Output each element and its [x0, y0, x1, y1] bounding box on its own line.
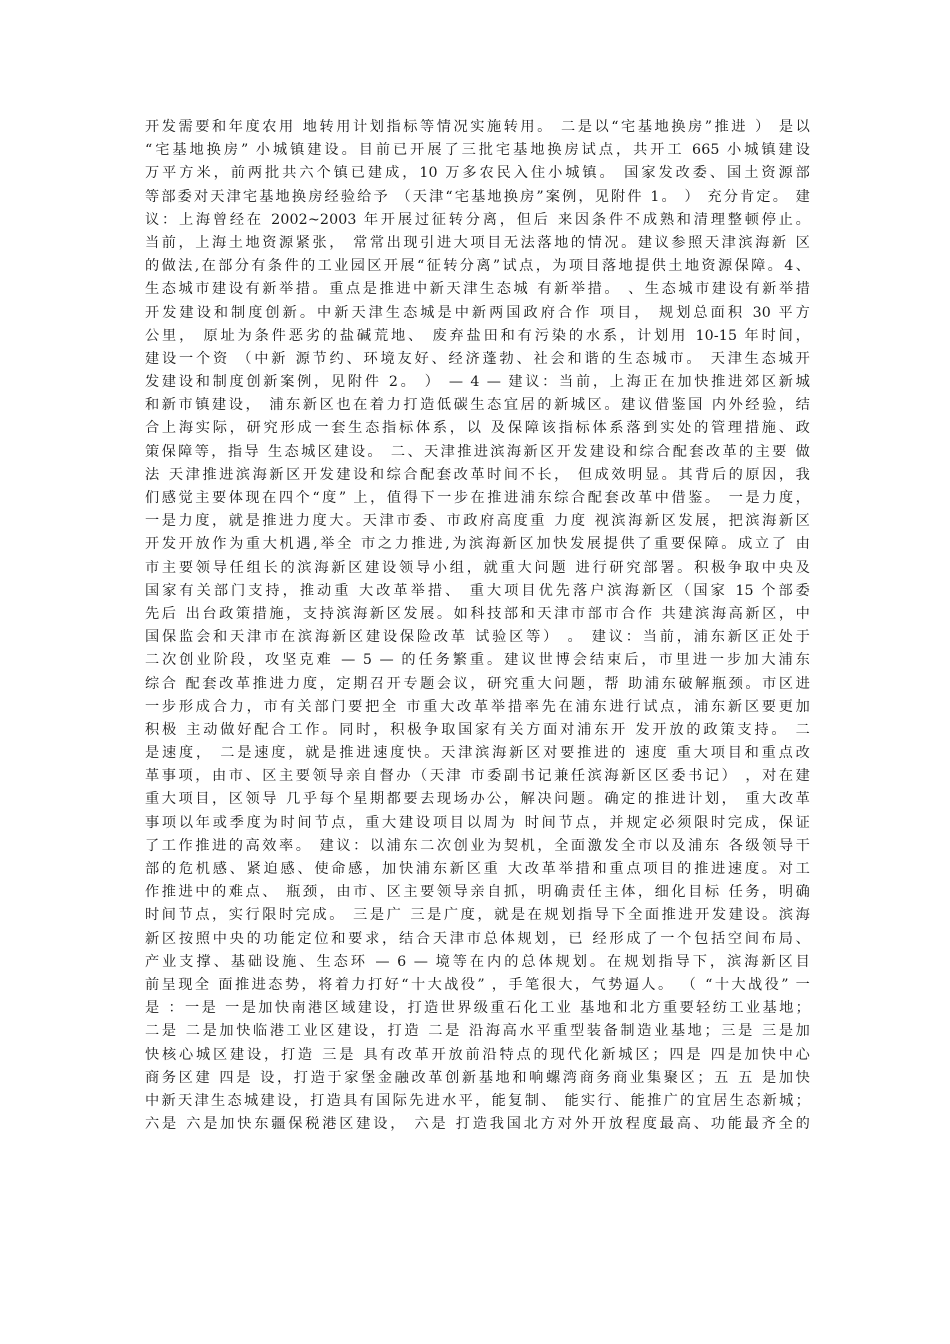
text-line: 等部委对天津宅基地换房经验给予 （天津“宅基地换房”案例，见附件 1。 ） 充分肯定。 建 — [145, 188, 810, 205]
text-line: 产业支撑、基础设施、生态环 — 6 — 境等在内的总体规划。在规划指导下，滨海新区目 — [145, 953, 810, 970]
text-line: 一是力度，就是推进力度大。天津市委、市政府高度重 力度 视滨海新区发展，把滨海新区 — [145, 513, 810, 530]
text-line: 时间节点，实行限时完成。 三是广 三是广度，就是在规划指导下全面推进开发建设。滨海 — [145, 907, 810, 924]
text-line: 公里， 原址为条件恶劣的盐碱荒地、 废弃盐田和有污染的水系，计划用 10-15 年时间， — [145, 327, 810, 344]
text-line: 开发建设和制度创新。中新天津生态城是中新两国政府合作 项目， 规划总面积 30 平方 — [145, 304, 810, 321]
text-line: 新区按照中央的功能定位和要求，结合天津市总体规划，已 经形成了一个包括空间布局、 — [145, 930, 810, 947]
text-line: 是 ：一是 一是加快南港区域建设，打造世界级重石化工业 基地和北方重要轻纺工业基地； — [145, 1000, 810, 1017]
text-line: 六是 六是加快东疆保税港区建设， 六是 打造我国北方对外开放程度最高、功能最齐全的 — [145, 1116, 810, 1133]
text-line: 法 天津推进滨海新区开发建设和综合配套改革时间不长， 但成效明显。其背后的原因，我 — [145, 466, 810, 483]
text-line: “宅基地换房” 小城镇建设。目前已开展了三批宅基地换房试点，共开工 665 小城镇建设 — [145, 142, 810, 159]
text-line: 和新市镇建设， 浦东新区也在着力打造低碳生态宜居的新城区。建议借鉴国 内外经验，结 — [145, 397, 810, 414]
text-line: 事项以年或季度为时间节点，重大建设项目以周为 时间节点，并规定必须限时完成，保证 — [145, 814, 810, 831]
text-line: 二是 二是加快临港工业区建设，打造 二是 沿海高水平重型装备制造业基地；三是 三是加 — [145, 1023, 810, 1040]
text-line: 先后 出台政策措施，支持滨海新区发展。如科技部和天津市部市合作 共建滨海高新区，中 — [145, 605, 810, 622]
text-line: 合上海实际，研究形成一套生态指标体系，以 及保障该指标体系落到实处的管理措施、政 — [145, 420, 810, 437]
text-line: 革事项，由市、区主要领导亲自督办（天津 市委副书记兼任滨海新区区委书记） ，对在建 — [145, 768, 810, 785]
text-line: 中新天津生态城建设，打造具有国际先进水平，能复制、 能实行、能推广的宜居生态新城； — [145, 1092, 810, 1109]
text-line: 策保障等，指导 生态城区建设。 二、天津推进滨海新区开发建设和综合配套改革的主要 做 — [145, 443, 810, 460]
text-line: 国保监会和天津市在滨海新区建设保险改革 试验区等） 。 建议：当前，浦东新区正处于 — [145, 629, 810, 646]
text-line: 开发开放作为重大机遇,举全 市之力推进,为滨海新区加快发展提供了重要保障。成立了 由 — [145, 536, 810, 553]
text-line: 前呈现全 面推进态势，将着力打好“十大战役” ，手笔很大，气势逼人。 （ “十大战役” 一 — [145, 976, 810, 993]
text-line: 的做法,在部分有条件的工业园区开展“征转分离”试点，为项目落地提供土地资源保障。4、 — [145, 258, 810, 275]
text-line: 是速度， 二是速度，就是推进速度快。天津滨海新区对要推进的 速度 重大项目和重点改 — [145, 745, 810, 762]
text-line: 综合 配套改革推进力度，定期召开专题会议，研究重大问题，帮 助浦东破解瓶颈。市区进 — [145, 675, 810, 692]
text-line: 积极 主动做好配合工作。同时，积极争取国家有关方面对浦东开 发开放的政策支持。 二 — [145, 721, 810, 738]
text-line: 了工作推进的高效率。 建议：以浦东二次创业为契机，全面激发全市以及浦东 各级领导干 — [145, 837, 810, 854]
text-line: 国家有关部门支持，推动重 大改革举措、 重大项目优先落户滨海新区（国家 15 个部委 — [145, 582, 810, 599]
text-line: 快核心城区建设，打造 三是 具有改革开放前沿特点的现代化新城区；四是 四是加快中心 — [145, 1046, 810, 1063]
text-line: 生态城市建设有新举措。重点是推进中新天津生态城 有新举措。 、生态城市建设有新举措 — [145, 281, 810, 298]
text-line: 部的危机感、紧迫感、使命感，加快浦东新区重 大改革举措和重点项目的推进速度。对工 — [145, 861, 810, 877]
text-line: 二次创业阶段，攻坚克难 — 5 — 的任务繁重。建议世博会结束后，市里进一步加大浦东 — [145, 652, 810, 669]
body-text — [145, 116, 810, 1136]
text-line: 市主要领导任组长的滨海新区建设领导小组，就重大问题 进行研究部署。积极争取中央及 — [145, 559, 810, 576]
text-line: 当前，上海土地资源紧张， 常常出现引进大项目无法落地的情况。建议参照天津滨海新 区 — [145, 234, 810, 251]
text-line: 万平方米，前两批共六个镇已建成，10 万多农民入住小城镇。 国家发改委、国土资源部 — [145, 165, 810, 182]
text-line: 建设一个资 （中新 源节约、环境友好、经济蓬勃、社会和谐的生态城市。 天津生态城开 — [145, 350, 810, 367]
text-line: 作推进中的难点、 瓶颈，由市、区主要领导亲自抓，明确责任主体，细化目标 任务，明确 — [145, 884, 810, 901]
text-line: 们感觉主要体现在四个“度” 上，值得下一步在推进浦东综合配套改革中借鉴。 一是力度， — [145, 490, 810, 506]
text-line: 发建设和制度创新案例，见附件 2。 ） — 4 — 建议：当前，上海正在加快推进郊区新城 — [145, 374, 810, 391]
text-line: 商务区建 四是 设，打造于家堡金融改革创新基地和响螺湾商务商业集聚区；五 五 是加快 — [145, 1069, 810, 1086]
text-line: 一步形成合力，市有关部门要把全 市重大改革举措率先在浦东进行试点，浦东新区要更加 — [145, 698, 810, 715]
text-line: 开发需要和年度农用 地转用计划指标等情况实施转用。 二是以“宅基地换房”推进 ） 是以 — [145, 119, 810, 135]
text-line: 重大项目，区领导 几乎每个星期都要去现场办公，解决问题。确定的推进计划， 重大改革 — [145, 791, 810, 808]
text-line: 议：上海曾经在 2002~2003 年开展过征转分离，但后 来因条件不成熟和清理整顿停止。 — [145, 211, 810, 228]
